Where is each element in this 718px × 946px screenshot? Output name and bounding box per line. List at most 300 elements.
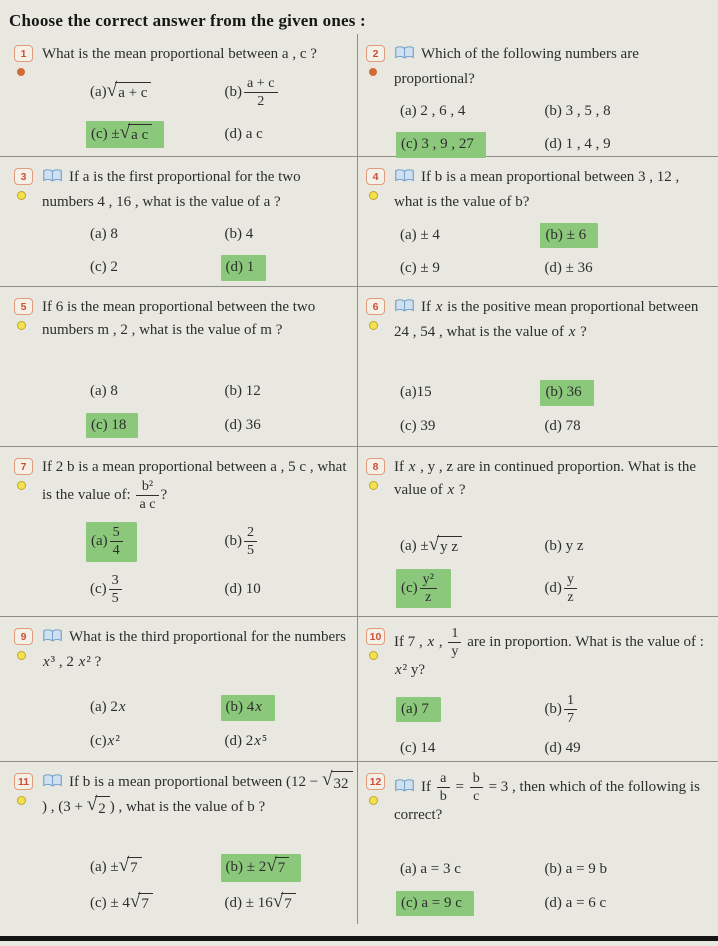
option-b: [540, 858, 710, 882]
italic-x: x: [568, 324, 576, 341]
radicand: 32: [331, 771, 353, 796]
option-content: [221, 74, 284, 111]
correct-answer-highlight: [540, 223, 598, 249]
question-text: [394, 43, 710, 92]
text-run: ?: [576, 324, 587, 341]
difficulty-dot: [369, 481, 378, 490]
option-content: [86, 380, 122, 404]
option-a: [396, 100, 540, 124]
question-marker-rail: [366, 43, 394, 156]
text-run: If 7 ,: [394, 634, 427, 651]
option-c: [396, 891, 540, 917]
option-content: [540, 691, 583, 728]
text-run: (b) y z: [544, 538, 584, 555]
text-run: ?: [455, 482, 466, 499]
book-icon: [394, 298, 415, 321]
difficulty-dot: [17, 191, 26, 200]
option-content: [540, 892, 610, 916]
text-run: If a is the first proportional for the two numbers 4 , 16 , what is the value of a ?: [42, 169, 301, 211]
question-number-badge: 7: [14, 458, 33, 475]
option-content: [396, 858, 465, 882]
question-number-badge: 11: [14, 773, 33, 790]
text-run: (c) 2: [90, 259, 118, 275]
option-a: [86, 380, 221, 404]
fraction-denominator: 7: [566, 709, 574, 726]
difficulty-dot: [17, 651, 26, 660]
correct-answer-highlight: [221, 854, 302, 882]
radical-sign: √: [129, 890, 141, 912]
option-d: [540, 891, 710, 917]
option-b: [221, 695, 356, 721]
option-b: [221, 522, 356, 561]
option-content: [396, 100, 469, 124]
options-grid: [394, 92, 710, 158]
options-grid: [394, 526, 710, 608]
text-run: (a) 8: [90, 225, 118, 242]
option-content: [221, 523, 264, 560]
question-marker-rail: [366, 166, 394, 286]
correct-answer-highlight: [86, 121, 164, 149]
question-marker-rail: [14, 456, 42, 616]
text-run: ⁵: [261, 732, 268, 749]
fraction-denominator: z: [567, 588, 574, 605]
option-content: [540, 133, 614, 157]
text-run: is the positive mean proportional between 24 , 54 , what is the value of: [394, 299, 699, 341]
text-run: = 3 , then which of the following is correct?: [394, 779, 700, 824]
option-content: [86, 256, 122, 280]
radical-sign: √: [119, 121, 131, 143]
text-run: If b is a mean proportional between (12 −: [69, 774, 322, 790]
text-run: , y , z are in continued proportion. What is the value of: [394, 459, 697, 499]
text-run: (a) ± 4: [400, 226, 440, 243]
radical-expression: [119, 121, 153, 146]
question-row: [0, 34, 718, 157]
text-run: (c) ± 9: [400, 260, 440, 276]
fraction-denominator: 4: [112, 542, 120, 559]
italic-x: x: [107, 732, 115, 749]
text-run: (c) 3 , 9 , 27: [401, 136, 474, 152]
text-run: Which of the following numbers are proportional?: [394, 46, 639, 88]
correct-answer-highlight: [221, 255, 267, 281]
question-row: [0, 287, 718, 447]
text-run: (a) 2 , 6 , 4: [400, 102, 466, 119]
question-content: [42, 43, 357, 156]
fraction: [470, 771, 483, 804]
difficulty-dot: [369, 651, 378, 660]
question-content: [394, 456, 712, 616]
options-grid: [42, 846, 355, 916]
option-content: [221, 380, 265, 404]
fraction: [244, 76, 278, 109]
option-a: [396, 858, 540, 882]
italic-x: x: [118, 699, 126, 715]
italic-x: x: [408, 459, 416, 475]
text-run: (a) 2: [90, 699, 118, 715]
fraction: [420, 572, 437, 605]
question-row: [0, 617, 718, 762]
book-icon: [42, 168, 63, 191]
option-a: [396, 691, 540, 728]
question-content: [394, 626, 712, 761]
text-run: (d) 10: [224, 580, 261, 597]
option-a: [86, 695, 221, 721]
question-2: [358, 34, 718, 156]
text-run: (a) 7: [401, 700, 429, 717]
text-run: (b) ± 6: [545, 226, 587, 243]
option-a: [86, 74, 221, 111]
option-content: [540, 570, 583, 607]
page-title: Choose the correct answer from the given ones :: [9, 11, 366, 30]
radical-expression: [107, 82, 152, 104]
question-text: [394, 626, 710, 683]
option-b: [221, 854, 356, 882]
fraction-numerator: y²: [420, 572, 437, 589]
text-run: (b) a = 9 b: [544, 861, 608, 877]
text-run: (d) 78: [544, 417, 581, 434]
radicand: a c: [128, 124, 152, 146]
fraction-denominator: c: [473, 788, 480, 805]
page-bottom-rule: [0, 936, 718, 941]
text-run: (a) ±: [400, 538, 429, 555]
fraction-numerator: b: [470, 771, 483, 788]
option-d: [221, 413, 356, 439]
option-content: [540, 415, 584, 439]
option-content: [86, 730, 124, 754]
option-content: [540, 858, 611, 882]
radicand: 7: [138, 893, 153, 915]
options-grid: [42, 66, 355, 148]
text-run: If 2 b is a mean proportional between a , 5 c , what is the value of:: [42, 459, 347, 504]
radical-expression: [129, 890, 153, 915]
question-7: [0, 447, 358, 616]
text-run: ) , what is the value of b ?: [109, 799, 266, 816]
question-row: [0, 447, 718, 617]
text-run: (d) a = 6 c: [544, 894, 607, 911]
option-d: [540, 569, 710, 608]
fraction-numerator: a: [437, 771, 450, 788]
option-b: [540, 100, 710, 124]
italic-x: x: [254, 732, 261, 749]
radical-expression: [272, 890, 296, 915]
option-content: [540, 535, 587, 559]
question-content: [42, 296, 357, 446]
question-text: [42, 626, 355, 675]
question-6: [358, 287, 718, 446]
text-run: (a): [91, 533, 108, 550]
option-c: [396, 415, 540, 439]
question-content: [42, 456, 357, 616]
text-run: (a): [90, 84, 107, 101]
question-text: [42, 43, 355, 66]
option-d: [540, 257, 710, 281]
option-d: [540, 737, 710, 761]
option-b: [221, 380, 356, 404]
option-b: [221, 74, 356, 111]
question-content: [42, 626, 357, 761]
option-content: [86, 223, 122, 247]
question-text: [394, 771, 710, 828]
question-number-badge: 12: [366, 773, 385, 790]
option-content: [396, 224, 444, 248]
italic-x: x: [43, 654, 50, 671]
option-c: [86, 255, 221, 281]
radicand: a + c: [115, 82, 151, 104]
options-grid: [394, 850, 710, 916]
correct-answer-highlight: [396, 891, 474, 917]
option-d: [540, 132, 710, 158]
option-d: [221, 121, 356, 149]
difficulty-dot: [17, 68, 25, 76]
option-content: [396, 381, 436, 405]
option-c: [396, 569, 540, 608]
question-marker-rail: [14, 43, 42, 156]
option-content: [221, 123, 267, 147]
option-content: [86, 80, 155, 106]
option-a: [86, 223, 221, 247]
radicand: 7: [275, 857, 290, 879]
text-run: (d) 1: [225, 259, 255, 275]
option-a: [396, 223, 540, 249]
difficulty-dot: [17, 321, 26, 330]
radicand: y z: [437, 536, 462, 558]
question-text: [42, 456, 355, 513]
option-content: [221, 223, 258, 247]
option-b: [540, 223, 710, 249]
fraction: [437, 771, 450, 804]
options-grid: [42, 514, 355, 608]
options-grid: [394, 215, 710, 281]
text-run: (b): [544, 700, 562, 717]
text-run: (d) 1 , 4 , 9: [544, 136, 611, 152]
fraction-denominator: 2: [257, 93, 265, 110]
question-number-badge: 2: [366, 45, 385, 62]
italic-x: x: [395, 662, 402, 679]
text-run: ) , (3 +: [42, 799, 87, 816]
question-number-badge: 10: [366, 628, 385, 645]
text-run: (d) 36: [224, 416, 261, 433]
question-text: [394, 456, 710, 503]
question-marker-rail: [366, 771, 394, 924]
text-run: (c): [401, 579, 418, 596]
option-c: [86, 571, 221, 608]
fraction: [448, 626, 461, 659]
radical-sign: √: [272, 890, 284, 912]
correct-answer-highlight: [86, 413, 138, 439]
question-number-badge: 4: [366, 168, 385, 185]
option-content: [86, 696, 131, 720]
difficulty-dot: [369, 321, 378, 330]
option-content: [221, 730, 272, 754]
question-content: [42, 166, 357, 286]
question-number-badge: 8: [366, 458, 385, 475]
fraction-numerator: 1: [448, 626, 461, 643]
fraction: [244, 525, 257, 558]
question-1: [0, 34, 358, 156]
radical-sign: √: [266, 855, 277, 876]
question-content: [394, 296, 712, 446]
question-marker-rail: [14, 166, 42, 286]
text-run: (c): [90, 732, 107, 749]
book-icon: [394, 778, 415, 801]
text-run: (c): [90, 580, 107, 597]
radical-expression: [322, 771, 353, 796]
fraction-numerator: 3: [109, 573, 122, 590]
text-run: What is the mean proportional between a , c ?: [42, 46, 317, 62]
text-run: If 6 is the mean proportional between the two numbers m , 2 , what is the value of m ?: [42, 299, 316, 339]
option-c: [86, 891, 221, 917]
fraction-numerator: 5: [110, 525, 123, 542]
question-number-badge: 3: [14, 168, 33, 185]
fraction-denominator: 5: [247, 542, 255, 559]
question-10: [358, 617, 718, 761]
question-text: [394, 166, 710, 215]
text-run: If: [394, 459, 408, 475]
text-run: If b is a mean proportional between 3 , 12 , what is the value of b?: [394, 169, 680, 211]
question-marker-rail: [14, 626, 42, 761]
text-run: (b): [224, 84, 242, 101]
fraction-denominator: z: [425, 588, 432, 605]
text-run: (d) ± 36: [544, 260, 593, 276]
text-run: (c) ±: [91, 125, 120, 142]
question-text: [394, 296, 710, 345]
difficulty-dot: [369, 68, 377, 76]
text-run: (b) 12: [224, 383, 261, 399]
text-run: If: [421, 299, 435, 315]
text-run: ?: [160, 487, 168, 504]
text-run: (c) 39: [400, 417, 436, 434]
fraction-numerator: 1: [564, 693, 577, 710]
text-run: (a) 8: [90, 383, 118, 399]
italic-x: x: [427, 634, 435, 651]
fraction: [564, 572, 577, 605]
question-5: [0, 287, 358, 446]
question-marker-rail: [366, 626, 394, 761]
option-content: [86, 855, 146, 881]
question-number-badge: 9: [14, 628, 33, 645]
text-run: (a) ±: [90, 859, 119, 875]
option-content: [396, 534, 466, 560]
fraction: [136, 479, 158, 512]
question-number-badge: 5: [14, 298, 33, 315]
radical-sign: √: [86, 794, 98, 816]
option-d: [221, 255, 356, 281]
question-content: [394, 771, 712, 924]
option-content: [396, 257, 444, 281]
book-icon: [394, 168, 415, 191]
option-b: [540, 691, 710, 728]
question-number-badge: 1: [14, 45, 33, 62]
correct-answer-highlight: [540, 380, 593, 406]
question-content: [394, 43, 712, 156]
text-run: ² ?: [86, 654, 102, 671]
question-3: [0, 157, 358, 286]
text-run: ,: [435, 634, 447, 651]
option-content: [221, 578, 265, 602]
fraction: [109, 573, 122, 606]
radicand: 7: [281, 893, 296, 915]
option-content: [396, 737, 439, 761]
question-content: [42, 771, 357, 924]
text-run: What is the third proportional for the numbers: [69, 629, 347, 645]
text-run: ³ , 2: [50, 654, 78, 671]
question-marker-rail: [14, 771, 42, 924]
option-content: [540, 737, 584, 761]
book-icon: [394, 45, 415, 68]
book-icon: [42, 628, 63, 651]
option-d: [221, 730, 356, 754]
italic-x: x: [255, 699, 262, 715]
option-c: [86, 121, 221, 149]
question-text: [42, 296, 355, 343]
question-text: [42, 771, 355, 822]
text-run: ² y?: [402, 662, 426, 679]
option-b: [540, 380, 710, 406]
radical-expression: [87, 796, 110, 821]
radicand: 7: [127, 857, 142, 879]
option-content: [86, 891, 157, 917]
text-run: =: [451, 779, 468, 796]
option-a: [86, 854, 221, 882]
radical-expression: [119, 857, 142, 879]
option-c: [396, 257, 540, 281]
radicand: 2: [95, 796, 110, 821]
options-grid: [394, 372, 710, 438]
options-grid: [42, 372, 355, 438]
correct-answer-highlight: [396, 569, 451, 608]
question-4: [358, 157, 718, 286]
text-run: (c) ± 4: [90, 894, 130, 911]
fraction-numerator: b²: [136, 479, 158, 496]
text-run: (b) 4: [225, 699, 255, 715]
radical-expression: [429, 536, 462, 558]
text-run: (b): [224, 533, 242, 550]
question-marker-rail: [366, 296, 394, 446]
question-content: [394, 166, 712, 286]
option-a: [396, 534, 540, 560]
text-run: (c) 18: [91, 416, 127, 433]
options-grid: [394, 683, 710, 761]
question-11: [0, 762, 358, 924]
fraction-denominator: 5: [111, 589, 119, 606]
fraction: [564, 693, 577, 726]
option-content: [396, 415, 439, 439]
question-row: [0, 157, 718, 287]
difficulty-dot: [369, 796, 378, 805]
option-d: [540, 415, 710, 439]
option-b: [540, 534, 710, 560]
text-run: (a) a = 3 c: [400, 861, 461, 877]
radical-sign: √: [118, 855, 130, 876]
text-run: (b) 36: [545, 384, 582, 400]
text-run: (c) a = 9 c: [401, 894, 462, 911]
option-d: [221, 891, 356, 917]
correct-answer-highlight: [396, 132, 486, 158]
option-content: [540, 257, 596, 281]
question-row: [0, 762, 718, 924]
option-a: [396, 380, 540, 406]
radical-sign: √: [321, 769, 333, 790]
option-content: [221, 891, 300, 917]
text-run: (d) 2: [224, 732, 254, 749]
correct-answer-highlight: [396, 697, 441, 723]
question-marker-rail: [14, 296, 42, 446]
italic-x: x: [435, 299, 443, 315]
difficulty-dot: [17, 796, 26, 805]
fraction-denominator: b: [439, 788, 447, 805]
text-run: (a)15: [400, 384, 432, 400]
options-grid: [42, 687, 355, 753]
questions-grid: [0, 34, 718, 924]
